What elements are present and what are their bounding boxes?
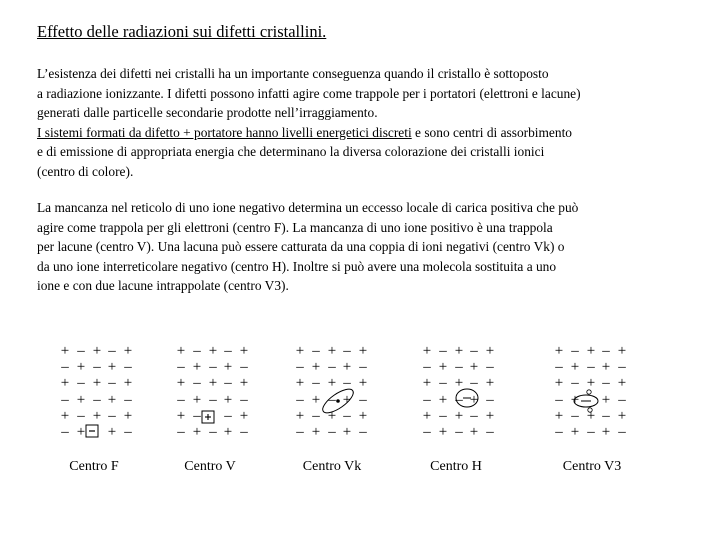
anion-sign: – xyxy=(328,423,336,440)
cation-sign: + xyxy=(311,359,321,376)
anion-sign: – xyxy=(224,343,232,359)
paragraph-1-line-1: L’esistenza dei difetti nei cristalli ha un importante conseguenza quando il cristallo è sottoposto xyxy=(37,66,549,81)
centro-h-label: Centro H xyxy=(430,459,482,474)
anion-sign: – xyxy=(571,407,579,424)
anion-sign: – xyxy=(618,359,626,376)
centro-v3-label: Centro V3 xyxy=(562,459,622,474)
anion-sign: – xyxy=(124,423,132,440)
anion-sign: – xyxy=(571,375,579,392)
anion-sign: – xyxy=(423,359,431,376)
cation-sign: + xyxy=(358,343,368,359)
paragraph-1-line-6: (centro di colore). xyxy=(37,163,134,179)
anion-sign: – xyxy=(108,375,116,392)
anion-sign: – xyxy=(602,407,610,424)
cation-sign: + xyxy=(358,375,368,392)
anion-sign: – xyxy=(343,375,351,392)
cation-sign: + xyxy=(208,375,218,392)
anion-sign: – xyxy=(618,423,626,440)
anion-sign: – xyxy=(124,359,132,376)
cation-sign: + xyxy=(311,423,321,440)
anion-sign: – xyxy=(177,359,185,376)
anion-sign: – xyxy=(108,343,116,359)
anion-sign: – xyxy=(77,407,85,424)
anion-sign: – xyxy=(240,359,248,376)
anion-sign: – xyxy=(571,343,579,359)
cation-sign: + xyxy=(358,407,368,424)
anion-sign: – xyxy=(470,407,478,424)
cation-sign: + xyxy=(223,359,233,376)
cation-sign: + xyxy=(586,343,596,359)
paragraph-1-line-4-rest: e sono centri di assorbimento xyxy=(411,124,572,140)
centro-f-label: Centro F xyxy=(69,459,119,474)
anion-sign: – xyxy=(296,391,304,408)
anion-sign: – xyxy=(61,359,69,376)
centro-h-lattice xyxy=(420,343,540,440)
cation-sign: + xyxy=(192,359,202,376)
anion-sign: – xyxy=(359,423,367,440)
anion-sign: – xyxy=(439,407,447,424)
cation-sign: + xyxy=(176,407,186,424)
anion-sign: – xyxy=(177,423,185,440)
cation-sign: + xyxy=(295,343,305,359)
cation-sign: + xyxy=(601,359,611,376)
anion-sign: – xyxy=(602,343,610,359)
cation-sign: + xyxy=(586,375,596,392)
cation-sign: + xyxy=(107,391,117,408)
anion-sign: – xyxy=(555,359,563,376)
anion-sign: – xyxy=(439,343,447,359)
anion-sign: – xyxy=(359,391,367,408)
cation-sign: + xyxy=(617,407,627,424)
cation-sign: + xyxy=(601,391,611,408)
anion-sign: – xyxy=(193,343,201,359)
underlined-statement: I sistemi formati da difetto + portatore hanno livelli energetici discreti xyxy=(37,124,412,140)
cation-sign: + xyxy=(192,423,202,440)
anion-sign: – xyxy=(312,407,320,424)
cation-sign: + xyxy=(570,423,580,440)
cation-sign: + xyxy=(422,407,432,424)
cation-sign: + xyxy=(60,407,70,424)
cation-sign: + xyxy=(176,343,186,359)
cation-sign: + xyxy=(586,407,596,424)
anion-sign: – xyxy=(486,391,494,408)
cation-sign: + xyxy=(176,375,186,392)
anion-sign: – xyxy=(224,407,232,424)
centro-v-lattice xyxy=(174,343,294,440)
cation-sign: + xyxy=(223,391,233,408)
anion-sign: – xyxy=(193,407,201,424)
cation-sign: + xyxy=(123,343,133,359)
anion-sign: – xyxy=(455,423,463,440)
anion-sign: – xyxy=(124,391,132,408)
substituted-molecule-two-holes-marker xyxy=(552,343,672,453)
cation-sign: + xyxy=(422,343,432,359)
cation-sign: + xyxy=(295,407,305,424)
paragraph-1-line-5: e di emissione di appropriata energia che determinano la diversa colorazione dei cristalli ionici xyxy=(37,144,545,160)
cation-sign: + xyxy=(239,407,249,424)
cation-sign: + xyxy=(617,343,627,359)
anion-sign: – xyxy=(470,343,478,359)
cation-sign: + xyxy=(76,359,86,376)
cation-sign: + xyxy=(554,407,564,424)
anion-sign: – xyxy=(61,423,69,440)
anion-sign: – xyxy=(328,391,336,408)
anion-sign: – xyxy=(359,359,367,376)
cation-sign: + xyxy=(60,375,70,392)
cation-sign: + xyxy=(295,375,305,392)
cation-sign: + xyxy=(92,375,102,392)
anion-sign: – xyxy=(93,359,101,376)
cation-sign: + xyxy=(92,407,102,424)
anion-sign: – xyxy=(555,423,563,440)
cation-sign: + xyxy=(342,423,352,440)
anion-sign: – xyxy=(77,343,85,359)
cation-sign: + xyxy=(454,375,464,392)
cation-sign: + xyxy=(422,375,432,392)
anion-sign: – xyxy=(587,423,595,440)
page-title: Effetto delle radiazioni sui difetti cristallini. xyxy=(37,22,327,41)
paragraph-1-line-3: generati dalle particelle secondarie prodotte nell’irraggiamento. xyxy=(37,105,378,121)
cation-sign: + xyxy=(123,407,133,424)
cation-sign: + xyxy=(469,391,479,408)
cation-sign: + xyxy=(123,375,133,392)
cation-sign: + xyxy=(311,391,321,408)
anion-sign: – xyxy=(93,391,101,408)
cation-sign: + xyxy=(438,391,448,408)
anion-sign: – xyxy=(343,343,351,359)
cation-sign: + xyxy=(327,375,337,392)
anion-sign: – xyxy=(108,407,116,424)
anion-sign: – xyxy=(209,359,217,376)
cation-sign: + xyxy=(92,343,102,359)
cation-sign: + xyxy=(107,423,117,440)
cation-sign: + xyxy=(485,375,495,392)
electron-in-anion-vacancy-marker xyxy=(58,343,178,453)
anion-sign: – xyxy=(618,391,626,408)
anion-sign: – xyxy=(486,359,494,376)
paragraph-1 xyxy=(37,64,581,182)
cation-sign: + xyxy=(554,375,564,392)
paragraph-2 xyxy=(37,198,578,296)
anion-sign: – xyxy=(328,359,336,376)
cation-sign: + xyxy=(469,359,479,376)
paragraph-2-line-3: per lacune (centro V). Una lacuna può essere catturata da una coppia di ioni negativi (centro Vk) o xyxy=(37,239,565,255)
centro-vk-label: Centro Vk xyxy=(302,459,362,474)
cation-sign: + xyxy=(570,359,580,376)
paragraph-1-line-4 xyxy=(37,123,581,143)
hole-in-cation-vacancy-marker xyxy=(174,343,294,453)
cation-sign: + xyxy=(454,407,464,424)
cation-sign: + xyxy=(554,343,564,359)
anion-sign: – xyxy=(312,343,320,359)
anion-sign: – xyxy=(312,375,320,392)
centro-vk-lattice xyxy=(293,343,413,440)
anion-sign: – xyxy=(193,375,201,392)
anion-sign: – xyxy=(555,391,563,408)
cation-sign: + xyxy=(107,359,117,376)
anion-sign: – xyxy=(423,423,431,440)
anion-sign: – xyxy=(470,375,478,392)
anion-sign: – xyxy=(296,423,304,440)
cation-sign: + xyxy=(438,423,448,440)
cation-sign: + xyxy=(570,391,580,408)
cation-sign: + xyxy=(327,407,337,424)
anion-sign: – xyxy=(177,391,185,408)
cation-sign: + xyxy=(617,375,627,392)
cation-sign: + xyxy=(208,343,218,359)
cation-sign: + xyxy=(438,359,448,376)
cation-sign: + xyxy=(342,391,352,408)
hole-shared-by-two-anions-marker xyxy=(293,343,413,453)
anion-sign: – xyxy=(209,423,217,440)
anion-sign: – xyxy=(455,391,463,408)
cation-sign: + xyxy=(601,423,611,440)
anion-sign: – xyxy=(602,375,610,392)
paragraph-2-line-2: agire come trappola per gli elettroni (centro F). La mancanza di uno ione positivo è una trappola xyxy=(37,219,553,235)
cation-sign: + xyxy=(192,391,202,408)
cation-sign: + xyxy=(223,423,233,440)
cation-sign: + xyxy=(454,343,464,359)
paragraph-1-line-2: a radiazione ionizzante. I difetti possono infatti agire come trappole per i portatori (elettroni e lacune) xyxy=(37,85,581,101)
anion-sign: – xyxy=(486,423,494,440)
anion-sign: – xyxy=(240,423,248,440)
anion-sign: – xyxy=(209,391,217,408)
cation-sign: + xyxy=(469,423,479,440)
anion-sign: – xyxy=(423,391,431,408)
cation-sign: + xyxy=(239,375,249,392)
anion-sign: – xyxy=(587,359,595,376)
interstitial-anion-marker xyxy=(420,343,540,453)
cation-sign: + xyxy=(76,391,86,408)
paragraph-2-line-1: La mancanza nel reticolo di uno ione negativo determina un eccesso locale di carica positiva che può xyxy=(37,200,579,215)
cation-sign: + xyxy=(60,343,70,359)
paragraph-2-line-4: da uno ione interreticolare negativo (centro H). Inoltre si può avere una molecola sostituita a uno xyxy=(37,258,557,274)
anion-sign: – xyxy=(439,375,447,392)
anion-sign: – xyxy=(77,375,85,392)
centro-f-lattice xyxy=(58,343,178,440)
cation-sign: + xyxy=(76,423,86,440)
paragraph-2-line-5: ione e con due lacune intrappolate (centro V3). xyxy=(37,278,289,294)
cation-sign: + xyxy=(485,407,495,424)
cation-sign: + xyxy=(342,359,352,376)
anion-sign: – xyxy=(61,391,69,408)
anion-sign: – xyxy=(455,359,463,376)
anion-sign: – xyxy=(296,359,304,376)
anion-sign: – xyxy=(240,391,248,408)
cation-sign: + xyxy=(485,343,495,359)
centro-v-label: Centro V xyxy=(184,459,236,474)
cation-sign: + xyxy=(327,343,337,359)
anion-sign: – xyxy=(343,407,351,424)
centro-v3-lattice xyxy=(552,343,672,440)
anion-sign: – xyxy=(224,375,232,392)
cation-sign: + xyxy=(239,343,249,359)
